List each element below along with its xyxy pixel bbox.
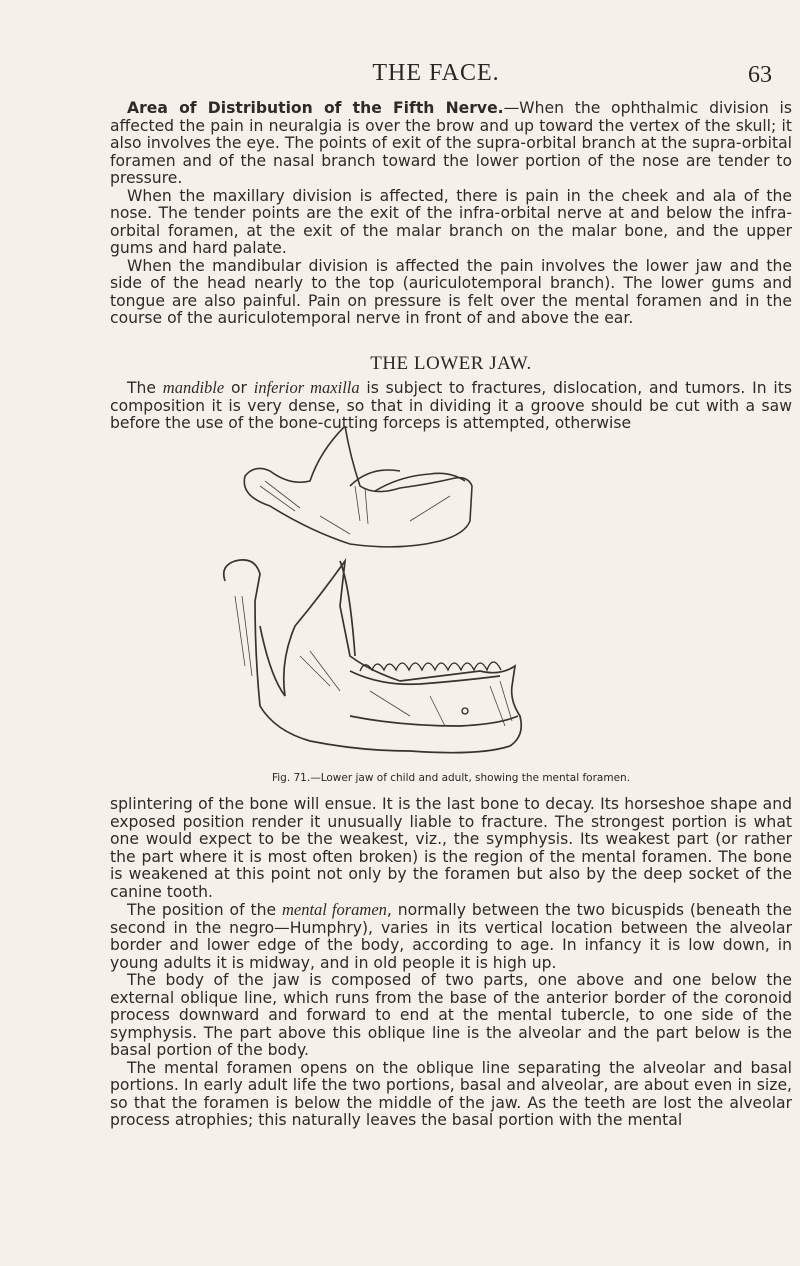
run-in-heading: Area of Distribution of the Fifth Nerve. [127, 99, 504, 117]
jaw-drawing [200, 426, 620, 764]
paragraph: The body of the jaw is composed of two parts, one above and one below the external oblique line, which runs from the base of the anterior border of the coronoid process downward and forward to end at the mental tubercle, to one side of the symphysis. The part above this oblique line is the alveolar and the part below is the basal portion of the body. [110, 971, 792, 1059]
lower-jaw-intro [110, 379, 792, 433]
paragraph: When the maxillary division is affected, there is pain in the cheek and ala of the nose. The tender points are the exit of the infra-orbital nerve at and below the infra-orbital foramen, at the exit of the malar branch on the malar bone, and the upper gums and hard palate. [110, 186, 792, 257]
page-number: 63 [748, 62, 772, 88]
fifth-nerve-section [110, 100, 792, 328]
paragraph: splintering of the bone will ensue. It is the last bone to decay. Its horseshoe shape and exposed position render it unusually liable to fracture. The strongest portion is what one would expect to be the weakest, viz., the symphysis. Its weakest part (or rather the part where it is most often broken) is the region of the mental foramen. The bone is weakened at this point not only by the foramen but also by the deep socket of the canine tooth. [110, 795, 792, 901]
paragraph: The mandible or inferior maxilla is subject to fractures, dislocation, and tumors. In its composition it is very dense, so that in dividing it a groove should be cut with a saw before the use of the bone-cutting forceps is attempted, otherwise [110, 378, 792, 432]
figure-caption: Fig. 71.—Lower jaw of child and adult, showing the mental foramen. [271, 772, 631, 784]
paragraph: The position of the mental foramen, normally between the two bicuspids (beneath the second in the negro—Humphry), varies in its vertical location between the alveolar border and lower edge of the body, according to age. In infancy it is low down, in young adults it is midway, and in old people it is high up. [110, 900, 793, 972]
section-heading: THE LOWER JAW. [370, 353, 532, 374]
paragraph: When the mandibular division is affected the pain involves the lower jaw and the side of the head nearly to the top (auriculotemporal branch). The lower gums and tongue are also painful. Pain on pressure is felt over the mental foramen and in the course of the auriculotemporal nerve in front of and above the ear. [110, 256, 792, 327]
paragraph: Area of Distribution of the Fifth Nerve.—When the ophthalmic division is affected the pain in neuralgia is over the brow and up toward the vertex of the skull; it also involves the eye. The points of exit of the supra-orbital branch at the supra-orbital foramen and of the nasal branch toward the lower portion of the nose are tender to pressure. [110, 99, 792, 187]
paragraph: The mental foramen opens on the oblique line separating the alveolar and basal portions. In early adult life the two portions, basal and alveolar, are about even in size, so that the foramen is below the middle of the jaw. As the teeth are lost the alveolar process atrophies; this naturally leaves the basal portion with the mental [110, 1058, 792, 1129]
mandible-illustration [200, 426, 620, 764]
lower-jaw-body [110, 796, 792, 1130]
running-header [110, 60, 796, 88]
running-title: THE FACE. [372, 60, 500, 86]
